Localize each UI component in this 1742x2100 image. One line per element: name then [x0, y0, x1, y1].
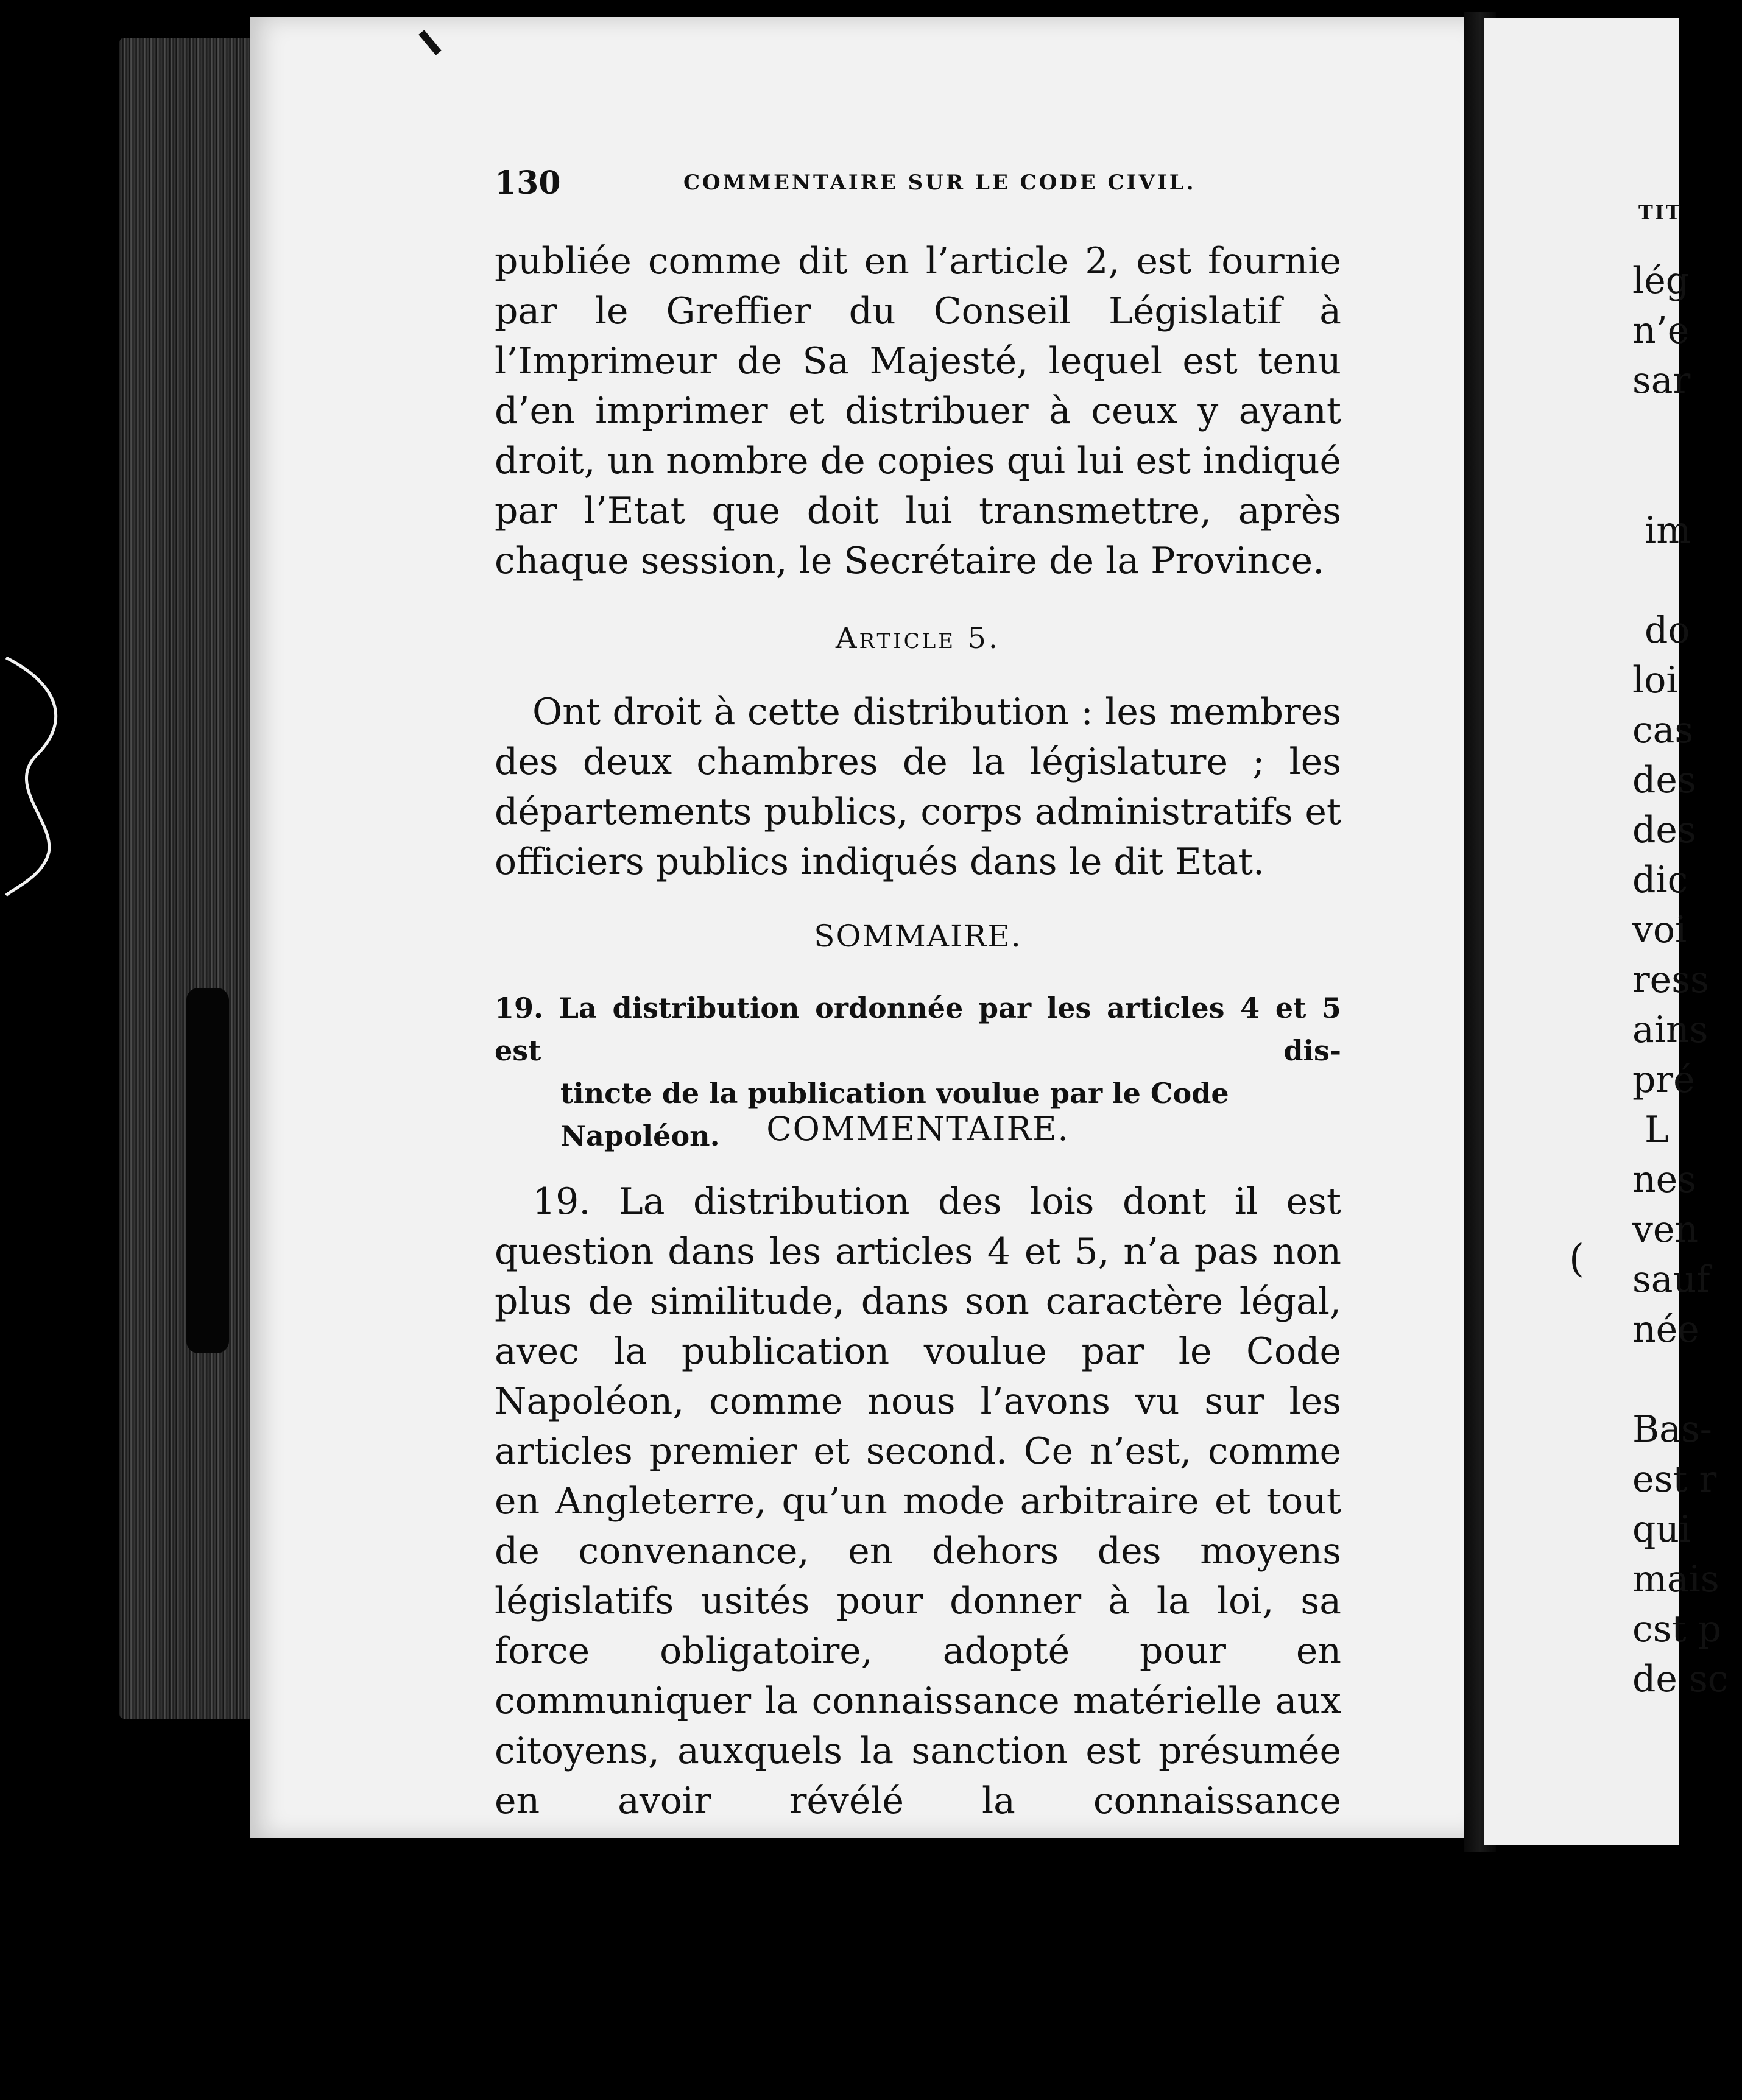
right-page-line: dic [1632, 859, 1688, 901]
right-page-line: ains [1632, 1009, 1708, 1051]
book-page-edges [119, 38, 266, 1719]
right-page-line: des [1632, 759, 1696, 802]
right-page-line: L [1645, 1108, 1669, 1151]
right-page-line: do [1645, 609, 1690, 652]
ink-smudge [186, 988, 229, 1353]
right-page-line: ven [1632, 1208, 1699, 1251]
margin-squiggle-mark [0, 646, 85, 901]
commentaire-heading: COMMENTAIRE. [766, 1110, 1070, 1148]
right-page-line: im [1645, 509, 1691, 552]
right-page-line: est r [1632, 1458, 1717, 1501]
margin-parenthesis: ( [1569, 1236, 1584, 1281]
right-page-line: lég [1632, 259, 1690, 302]
commentaire-paragraph: 19. La distribution des lois dont il est question dans les articles 4 et 5, n’a pas non plus de similitude, dans son caractère légal, avec la publication voulue par le Code Napoléon, comme nous l’avons vu sur les articles premier et second. Ce n’est, comme en Angleterre, qu’un mode arbitraire et tout de convenance, en dehors des moyens législatifs usités pour donner à la loi, sa force obligatoire, adopté pour en communiquer la connaissance matérielle aux citoyens, auxquels la sanction est présumée en avoir révélé la connaissance [495, 1180, 1341, 1822]
running-head: COMMENTAIRE SUR LE CODE CIVIL. [683, 171, 1196, 195]
right-page-line: ress [1632, 959, 1709, 1001]
right-page-line: de sc [1632, 1658, 1729, 1700]
right-page-line: Bas- [1632, 1408, 1712, 1451]
sommaire-heading: SOMMAIRE. [814, 918, 1022, 954]
sommaire-line: tincte de la publication voulue par le Code Napoléon. [560, 1077, 1229, 1152]
paragraph-continuation: publiée comme dit en l’article 2, est fournie par le Greffier du Conseil Législatif à l’Imprimeur de Sa Majesté, lequel est tenu d’en imprimer et distribuer à ceux y ayant droit, un nombre de copies qui lui est indiqué par l’Etat que doit lui transmettre, après chaque session, le Secrétaire de la Province. [495, 240, 1341, 582]
right-page-line: voi [1632, 909, 1687, 951]
right-page-line: née [1632, 1308, 1699, 1351]
right-page-line: cst p [1632, 1608, 1721, 1651]
right-page-line: sauf [1632, 1258, 1710, 1301]
scan-background [0, 1852, 1679, 2100]
right-page-line: cas [1632, 709, 1694, 752]
right-page-line: nes [1632, 1158, 1696, 1201]
right-page-line: loi [1632, 659, 1678, 702]
right-page-line: n’e [1632, 309, 1690, 352]
right-page-line: qui [1632, 1508, 1691, 1551]
right-page-running-head: TIT [1638, 201, 1682, 224]
right-page-line: des [1632, 809, 1696, 851]
sommaire-line: 19. La distribution ordonnée par les articles 4 et 5 est dis- [495, 992, 1341, 1067]
right-page-line: pré [1632, 1059, 1695, 1101]
page-number: 130 [495, 164, 561, 202]
article-5-text: Ont droit à cette distribution : les membres des deux chambres de la législature ; les départements publics, corps administratifs et officiers publics indiqués dans le dit Etat. [495, 691, 1341, 883]
right-page-line: mais [1632, 1558, 1719, 1601]
page-header [495, 164, 1341, 201]
article-heading: Article 5. [835, 621, 1001, 655]
right-page-line: sar [1632, 359, 1691, 402]
